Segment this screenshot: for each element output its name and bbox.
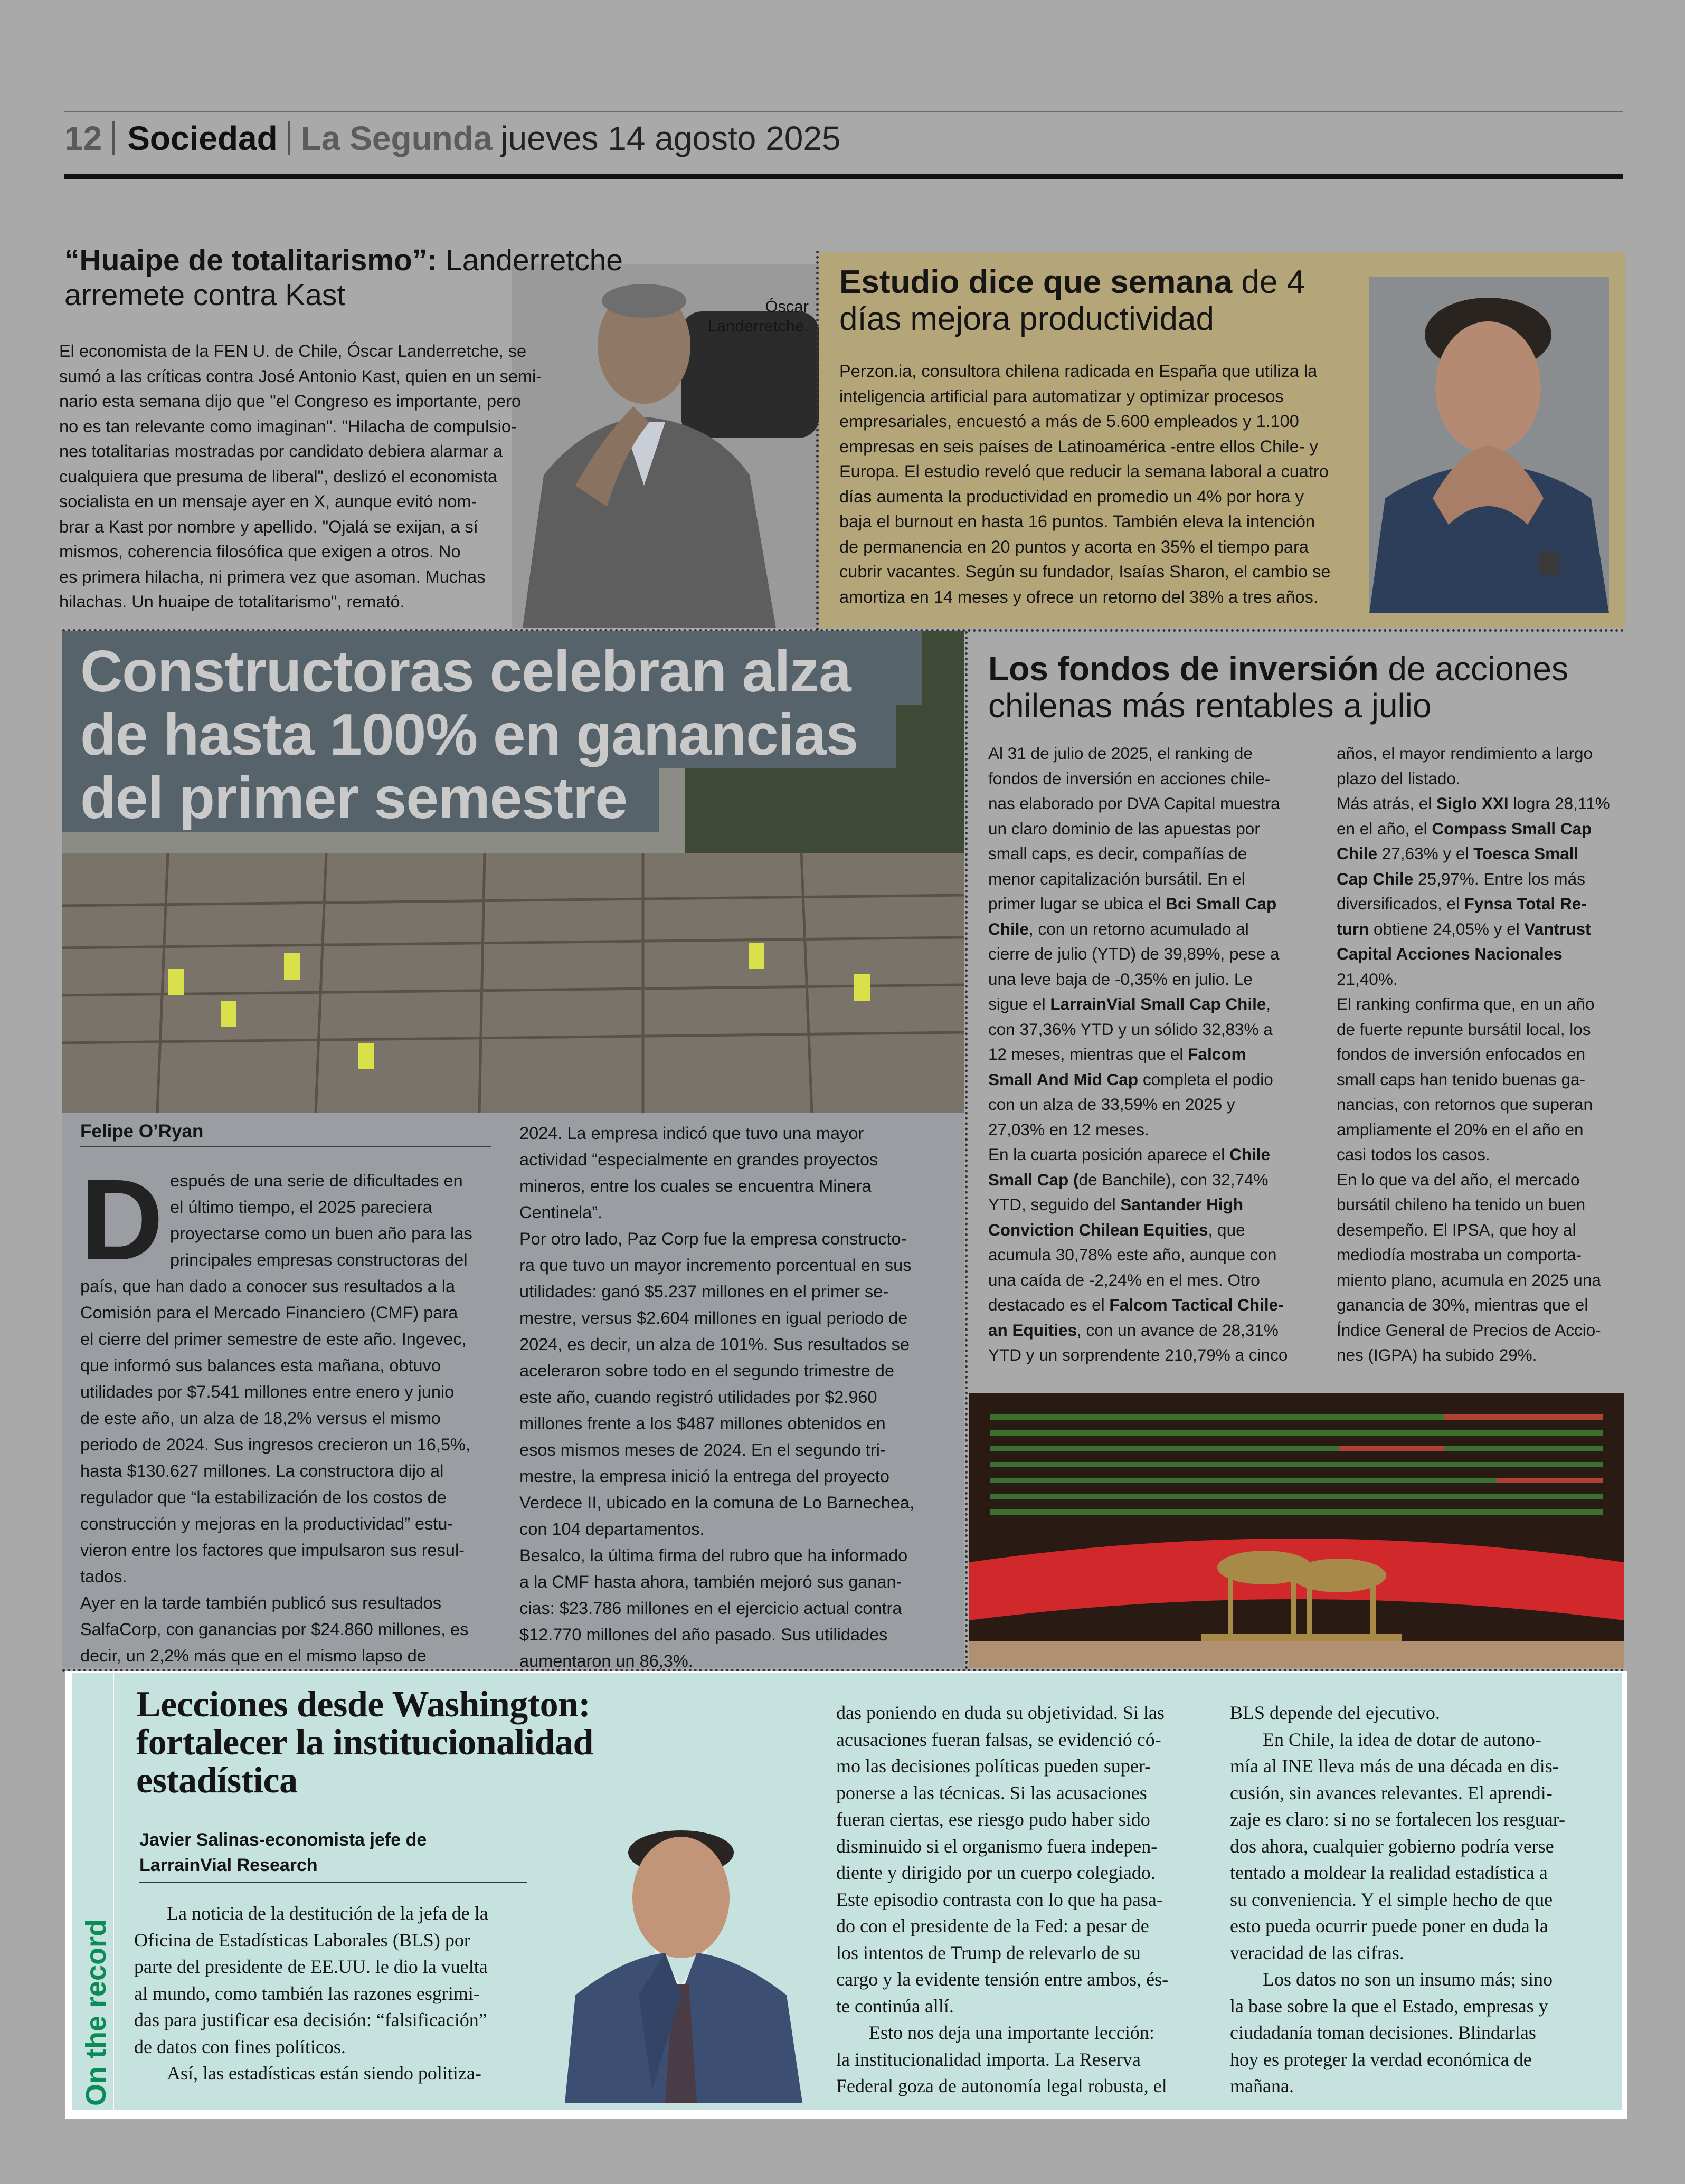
body-line: nas elaborado por DVA Capital muestra — [988, 794, 1280, 813]
body-line: Verdece II, ubicado en la comuna de Lo Barnechea, — [519, 1493, 915, 1512]
body-line: brar a Kast por nombre y apellido. "Ojalá se exijan, a sí — [59, 517, 478, 536]
fondos-col1 — [988, 741, 1315, 1368]
body-line: su conveniencia. Y el simple hecho de que — [1230, 1888, 1553, 1910]
body-line: construcción y mejoras en la productividad” estu- — [80, 1514, 453, 1533]
body-line: de fuerte repunte bursátil local, los — [1337, 1019, 1591, 1039]
title-line: fortalecer la institucionalidad — [136, 1722, 593, 1763]
body-line: socialista en un mensaje ayer en X, aunque evitó nom- — [59, 492, 477, 511]
body-line: nario esta semana dijo que "el Congreso es importante, pero — [59, 392, 522, 411]
body-line: cusión, sin avances relevantes. El aprendi- — [1230, 1782, 1553, 1803]
title-line: Lecciones desde Washington: — [136, 1684, 591, 1725]
estudio-title — [839, 264, 1336, 338]
body-line: Europa. El estudio reveló que reducir la semana laboral a cuatro — [839, 462, 1329, 481]
landerretche-title-rest: Landerretche arremete contra Kast — [64, 243, 623, 312]
body-line: baja el burnout en hasta 16 puntos. También eleva la intención — [839, 512, 1315, 531]
body-line: mañana. — [1230, 2075, 1294, 2096]
washington-title — [136, 1686, 593, 1800]
body-line: Perzon.ia, consultora chilena radicada en España que utiliza la — [839, 362, 1318, 381]
body-line: Esto nos deja una importante lección: — [869, 2022, 1154, 2043]
issue-date: jueves 14 agosto 2025 — [500, 119, 841, 157]
body-line: diversificados, el Fynsa Total Re- — [1337, 894, 1587, 913]
body-line: vieron entre los factores que impulsaron sus resul- — [80, 1541, 465, 1560]
body-line: Small And Mid Cap completa el podio — [988, 1069, 1273, 1089]
body-line: proyectarse como un buen año para las — [170, 1224, 472, 1243]
body-line: ra que tuvo un mayor incremento porcentual en sus — [519, 1256, 912, 1275]
body-line: small caps han tenido buenas ga- — [1337, 1069, 1586, 1089]
estudio-title-bold: Estudio dice que semana — [839, 264, 1233, 300]
body-line: Besalco, la última firma del rubro que ha informado — [519, 1546, 908, 1565]
body-line: En lo que va del año, el mercado — [1337, 1170, 1580, 1189]
body-line: utilidades: ganó $5.237 millones en el primer se- — [519, 1282, 889, 1301]
body-line: cargo y la evidente tensión entre ambos, és- — [836, 1969, 1169, 1990]
body-line: Centinela”. — [519, 1203, 603, 1222]
body-line: fondos de inversión en acciones chile- — [988, 768, 1271, 788]
body-line: $12.770 millones del año pasado. Sus utilidades — [519, 1625, 888, 1644]
column-divider — [816, 251, 819, 631]
body-line: Conviction Chilean Equities, que — [988, 1220, 1245, 1239]
body-line: hilachas. Un huaipe de totalitarismo", remató. — [59, 592, 405, 611]
body-line: BLS depende del ejecutivo. — [1230, 1702, 1440, 1723]
body-line: Oficina de Estadísticas Laborales (BLS) por — [134, 1929, 470, 1951]
body-line: de permanencia en 20 puntos y acorta en 35% el tiempo para — [839, 537, 1309, 556]
washington-author — [139, 1827, 427, 1878]
stock-exchange-photo — [969, 1393, 1624, 1668]
body-line: que informó sus balances esta mañana, obtuvo — [80, 1356, 441, 1375]
fondos-title — [988, 650, 1622, 724]
author-rule — [139, 1882, 527, 1883]
body-line: cubrir vacantes. Según su fundador, Isaías Sharon, el cambio se — [839, 562, 1331, 581]
body-line: Al 31 de julio de 2025, el ranking de — [988, 744, 1253, 763]
side-divider — [113, 1673, 114, 2110]
body-line: un claro dominio de las apuestas por — [988, 819, 1260, 838]
body-line: En Chile, la idea de dotar de autono- — [1263, 1729, 1541, 1750]
body-line: La noticia de la destitución de la jefa de la — [167, 1903, 488, 1924]
body-line: plazo del listado. — [1337, 768, 1461, 788]
washington-col1 — [134, 1900, 531, 2087]
body-line: una leve baja de -0,35% en julio. Le — [988, 969, 1253, 989]
body-line: hasta $130.627 millones. La constructora dijo al — [80, 1461, 444, 1480]
body-line: esos mismos meses de 2024. En el segundo tri- — [519, 1440, 886, 1459]
body-line: la institucionalidad importa. La Reserva — [836, 2048, 1141, 2070]
headline-line: de hasta 100% en ganancias — [80, 702, 858, 767]
washington-col3 — [1230, 1699, 1603, 2100]
landerretche-body — [59, 339, 542, 615]
author-line: LarrainVial Research — [139, 1855, 318, 1875]
body-line: el último tiempo, el 2025 pareciera — [170, 1198, 432, 1217]
body-line: El ranking confirma que, en un año — [1337, 994, 1595, 1013]
body-line: 27,03% en 12 meses. — [988, 1119, 1149, 1139]
body-line: Federal goza de autonomía legal robusta, el — [836, 2075, 1167, 2096]
fondos-title-bold: Los fondos de inversión — [988, 650, 1379, 688]
body-line: primer lugar se ubica el Bci Small Cap — [988, 894, 1277, 913]
body-line: cierre de julio (YTD) de 39,89%, pese a — [988, 944, 1280, 963]
body-line: acumula 30,78% este año, aunque con — [988, 1245, 1277, 1264]
body-line: Cap Chile 25,97%. Entre los más — [1337, 869, 1585, 888]
body-line: nes totalitarias mostradas por candidato debiera alarmar a — [59, 442, 503, 461]
dropcap-lines — [170, 1167, 472, 1273]
body-line: das poniendo en duda su objetividad. Si las — [836, 1702, 1165, 1723]
title-line: estadística — [136, 1760, 298, 1801]
body-line: espués de una serie de dificultades en — [170, 1171, 463, 1190]
estudio-body — [839, 359, 1367, 610]
body-line: small caps, es decir, compañías de — [988, 844, 1247, 863]
body-line: este año, cuando registró utilidades por $2.960 — [519, 1388, 877, 1407]
body-line: cualquiera que presuma de liberal", deslizó el economista — [59, 467, 497, 486]
body-line: el cierre del primer semestre de este año. Ingevec, — [80, 1330, 467, 1349]
body-line: sigue el LarrainVial Small Cap Chile, — [988, 994, 1271, 1013]
header-separator — [288, 121, 290, 155]
body-line: miento plano, acumula en 2025 una — [1337, 1270, 1601, 1289]
body-line: mediodía mostraba un comporta- — [1337, 1245, 1582, 1264]
dropcap: D — [80, 1156, 164, 1284]
body-line: utilidades por $7.541 millones entre enero y junio — [80, 1382, 455, 1401]
body-line: Chile 27,63% y el Toesca Small — [1337, 844, 1579, 863]
body-line: mestre, la empresa inició la entrega del proyecto — [519, 1467, 889, 1486]
body-line: regulador que “la estabilización de los costos de — [80, 1488, 447, 1507]
on-the-record-label: On the record — [80, 1919, 112, 2106]
body-line: empresariales, encuestó a más de 5.600 empleados y 1.100 — [839, 412, 1299, 431]
header-bottom-rule — [64, 174, 1623, 179]
estudio-title-rest: de 4 días mejora productividad — [839, 264, 1305, 337]
body-line: ganancia de 30%, mientras que el — [1337, 1295, 1588, 1314]
body-line: la base sobre la que el Estado, empresas y — [1230, 1995, 1548, 2017]
body-line: años, el mayor rendimiento a largo — [1337, 744, 1593, 763]
body-line: Índice General de Precios de Accio- — [1337, 1320, 1601, 1340]
body-line: dos ahora, cualquier gobierno podría verse — [1230, 1835, 1554, 1857]
body-line: destacado es el Falcom Tactical Chile- — [988, 1295, 1284, 1314]
landerretche-title — [64, 243, 698, 312]
body-line: actividad “especialmente en grandes proyectos — [519, 1150, 878, 1169]
body-line: con un alza de 33,59% en 2025 y — [988, 1095, 1235, 1114]
body-line: nes (IGPA) ha subido 29%. — [1337, 1345, 1537, 1364]
body-line: Así, las estadísticas están siendo politiza- — [167, 2063, 481, 2084]
fondos-title-rest: de acciones chilenas más rentables a julio — [988, 650, 1568, 725]
body-line: de datos con fines políticos. — [134, 2036, 346, 2057]
body-line: an Equities, con un avance de 28,31% — [988, 1320, 1279, 1340]
body-line: SalfaCorp, con ganancias por $24.860 millones, es — [80, 1620, 469, 1639]
body-line: una caída de -2,24% en el mes. Otro — [988, 1270, 1260, 1289]
body-line: parte del presidente de EE.UU. le dio la vuelta — [134, 1956, 488, 1977]
constructoras-col1 — [80, 1156, 503, 1669]
header-separator — [112, 121, 115, 155]
fondos-col2 — [1337, 741, 1632, 1368]
header-top-rule — [64, 111, 1623, 112]
body-line: aceleraron sobre todo en el segundo trimestre de — [519, 1361, 895, 1380]
body-line: zaje es claro: si no se fortalecen los resguar- — [1230, 1809, 1565, 1830]
byline-rule — [80, 1146, 491, 1147]
body-line: con 104 departamentos. — [519, 1520, 705, 1539]
page-number: 12 — [64, 119, 102, 157]
body-line: Comisión para el Mercado Financiero (CMF) para — [80, 1303, 458, 1322]
body-line: menor capitalización bursátil. En el — [988, 869, 1245, 888]
body-line: días aumenta la productividad en promedio un 4% por hora y — [839, 487, 1304, 506]
body-line: tentado a moldear la realidad estadística a — [1230, 1862, 1548, 1883]
column-divider — [965, 631, 968, 1670]
body-line: mestre, versus $2.604 millones en igual periodo de — [519, 1308, 908, 1327]
body-line: periodo de 2024. Sus ingresos crecieron un 16,5%, — [80, 1435, 470, 1454]
headline-line: Constructoras celebran alza — [80, 639, 851, 704]
body-line: do con el presidente de la Fed: a pesar de — [836, 1915, 1149, 1936]
body-line: los intentos de Trump de relevarlo de su — [836, 1942, 1141, 1963]
washington-col2 — [836, 1699, 1209, 2100]
body-line: 21,40%. — [1337, 969, 1398, 989]
body-line: mineros, entre los cuales se encuentra Minera — [519, 1176, 872, 1195]
section-name: Sociedad — [127, 119, 278, 157]
body-line: principales empresas constructoras del — [170, 1250, 468, 1269]
headline-box — [62, 631, 922, 890]
headline-line: del primer semestre — [80, 765, 628, 831]
body-line: en el año, el Compass Small Cap — [1337, 819, 1592, 838]
body-line: cias: $23.786 millones en el ejercicio actual contra — [519, 1599, 902, 1618]
body-line: a la CMF hasta ahora, también mejoró sus ganan- — [519, 1572, 902, 1591]
body-line: En la cuarta posición aparece el Chile — [988, 1145, 1271, 1164]
body-line: ponerse a las técnicas. Si las acusaciones — [836, 1782, 1147, 1803]
body-line: das para justificar esa decisión: “falsificación” — [134, 2009, 487, 2030]
landerretche-title-bold: “Huaipe de totalitarismo”: — [64, 243, 438, 277]
body-line: mismos, coherencia filosófica que exigen a otros. No — [59, 542, 461, 561]
body-line: nancias, con retornos que superan — [1337, 1095, 1593, 1114]
body-line: diente y dirigido por un cuerpo colegiado. — [836, 1862, 1156, 1883]
salinas-photo — [560, 1773, 808, 2103]
body-line: casi todos los casos. — [1337, 1145, 1490, 1164]
body-line: con 37,36% YTD y un sólido 32,83% a — [988, 1019, 1273, 1039]
body-line: 12 meses, mientras que el Falcom — [988, 1044, 1246, 1063]
body-line: mo las decisiones políticas pueden super- — [836, 1755, 1151, 1777]
body-line: disminuido si el organismo fuera indepen- — [836, 1835, 1158, 1857]
body-line: Capital Acciones Nacionales — [1337, 944, 1563, 963]
body-line: veracidad de las cifras. — [1230, 1942, 1404, 1963]
body-line: acusaciones fueran falsas, se evidenció có- — [836, 1729, 1161, 1750]
body-line: amortiza en 14 meses y ofrece un retorno del 38% a tres años. — [839, 587, 1318, 606]
body-line: Small Cap (de Banchile), con 32,74% — [988, 1170, 1269, 1189]
body-line: decir, un 2,2% más que en el mismo lapso de — [80, 1646, 427, 1665]
body-line: es primera hilacha, ni primera vez que asoman. Muchas — [59, 567, 486, 586]
constructoras-col2 — [519, 1120, 952, 1674]
body-line: esto pueda ocurrir puede poner en duda la — [1230, 1915, 1548, 1936]
body-line: mía al INE lleva más de una década en dis- — [1230, 1755, 1559, 1777]
body-line: desempeño. El IPSA, que hoy al — [1337, 1220, 1576, 1239]
body-line: aumentaron un 86,3%. — [519, 1651, 693, 1670]
body-line: te continúa allí. — [836, 1995, 954, 2017]
body-line: El economista de la FEN U. de Chile, Óscar Landerretche, se — [59, 341, 527, 360]
dropcap-block — [80, 1156, 503, 1284]
body-line: inteligencia artificial para automatizar y optimizar procesos — [839, 386, 1284, 406]
body-line: turn obtiene 24,05% y el Vantrust — [1337, 919, 1591, 938]
byline: Felipe O’Ryan — [80, 1121, 204, 1142]
body-line: YTD y un sorprendente 210,79% a cinco — [988, 1345, 1288, 1364]
body-line: YTD, seguido del Santander High — [988, 1195, 1244, 1214]
body-line: tados. — [80, 1567, 127, 1586]
body-line: Los datos no son un insumo más; sino — [1263, 1969, 1553, 1990]
body-line: al mundo, como también las razones esgrimi- — [134, 1982, 480, 2004]
body-line: fondos de inversión enfocados en — [1337, 1044, 1586, 1063]
newspaper-name: La Segunda — [300, 119, 493, 157]
sharon-photo — [1369, 277, 1609, 613]
body-line: 2024, es decir, un alza de 101%. Sus resultados se — [519, 1335, 910, 1354]
landerretche-caption: Óscar Landerretche. — [707, 297, 809, 335]
body-line: ampliamente el 20% en el año en — [1337, 1119, 1584, 1139]
body-line: ciudadanía toman decisiones. Blindarlas — [1230, 2022, 1536, 2043]
body-line: bursátil chileno ha tenido un buen — [1337, 1195, 1586, 1214]
body-line: Ayer en la tarde también publicó sus resultados — [80, 1593, 442, 1612]
body-line: de este año, un alza de 18,2% versus el mismo — [80, 1409, 441, 1428]
page-header — [64, 117, 841, 159]
body-line: Por otro lado, Paz Corp fue la empresa constructo- — [519, 1229, 907, 1248]
body-line: no es tan relevante como imaginan". "Hilacha de compulsio- — [59, 416, 517, 436]
body-line: hoy es proteger la verdad económica de — [1230, 2048, 1532, 2070]
body-line: 2024. La empresa indicó que tuvo una mayor — [519, 1124, 864, 1143]
author-line: Javier Salinas-economista jefe de — [139, 1830, 427, 1850]
body-line: Más atrás, el Siglo XXI logra 28,11% — [1337, 794, 1610, 813]
body-line: Chile, con un retorno acumulado al — [988, 919, 1249, 938]
body-line: empresas en seis países de Latinoamérica -entre ellos Chile- y — [839, 436, 1318, 456]
body-line: fueran ciertas, ese riesgo pudo haber sido — [836, 1809, 1150, 1830]
body-line: Este episodio contrasta con lo que ha pasa- — [836, 1888, 1163, 1910]
body-line: país, que han dado a conocer sus resultados a la — [80, 1277, 456, 1296]
body-line: sumó a las críticas contra José Antonio Kast, quien en un semi- — [59, 366, 542, 386]
headline — [80, 640, 858, 830]
body-line: millones frente a los $487 millones obtenidos en — [519, 1414, 886, 1433]
